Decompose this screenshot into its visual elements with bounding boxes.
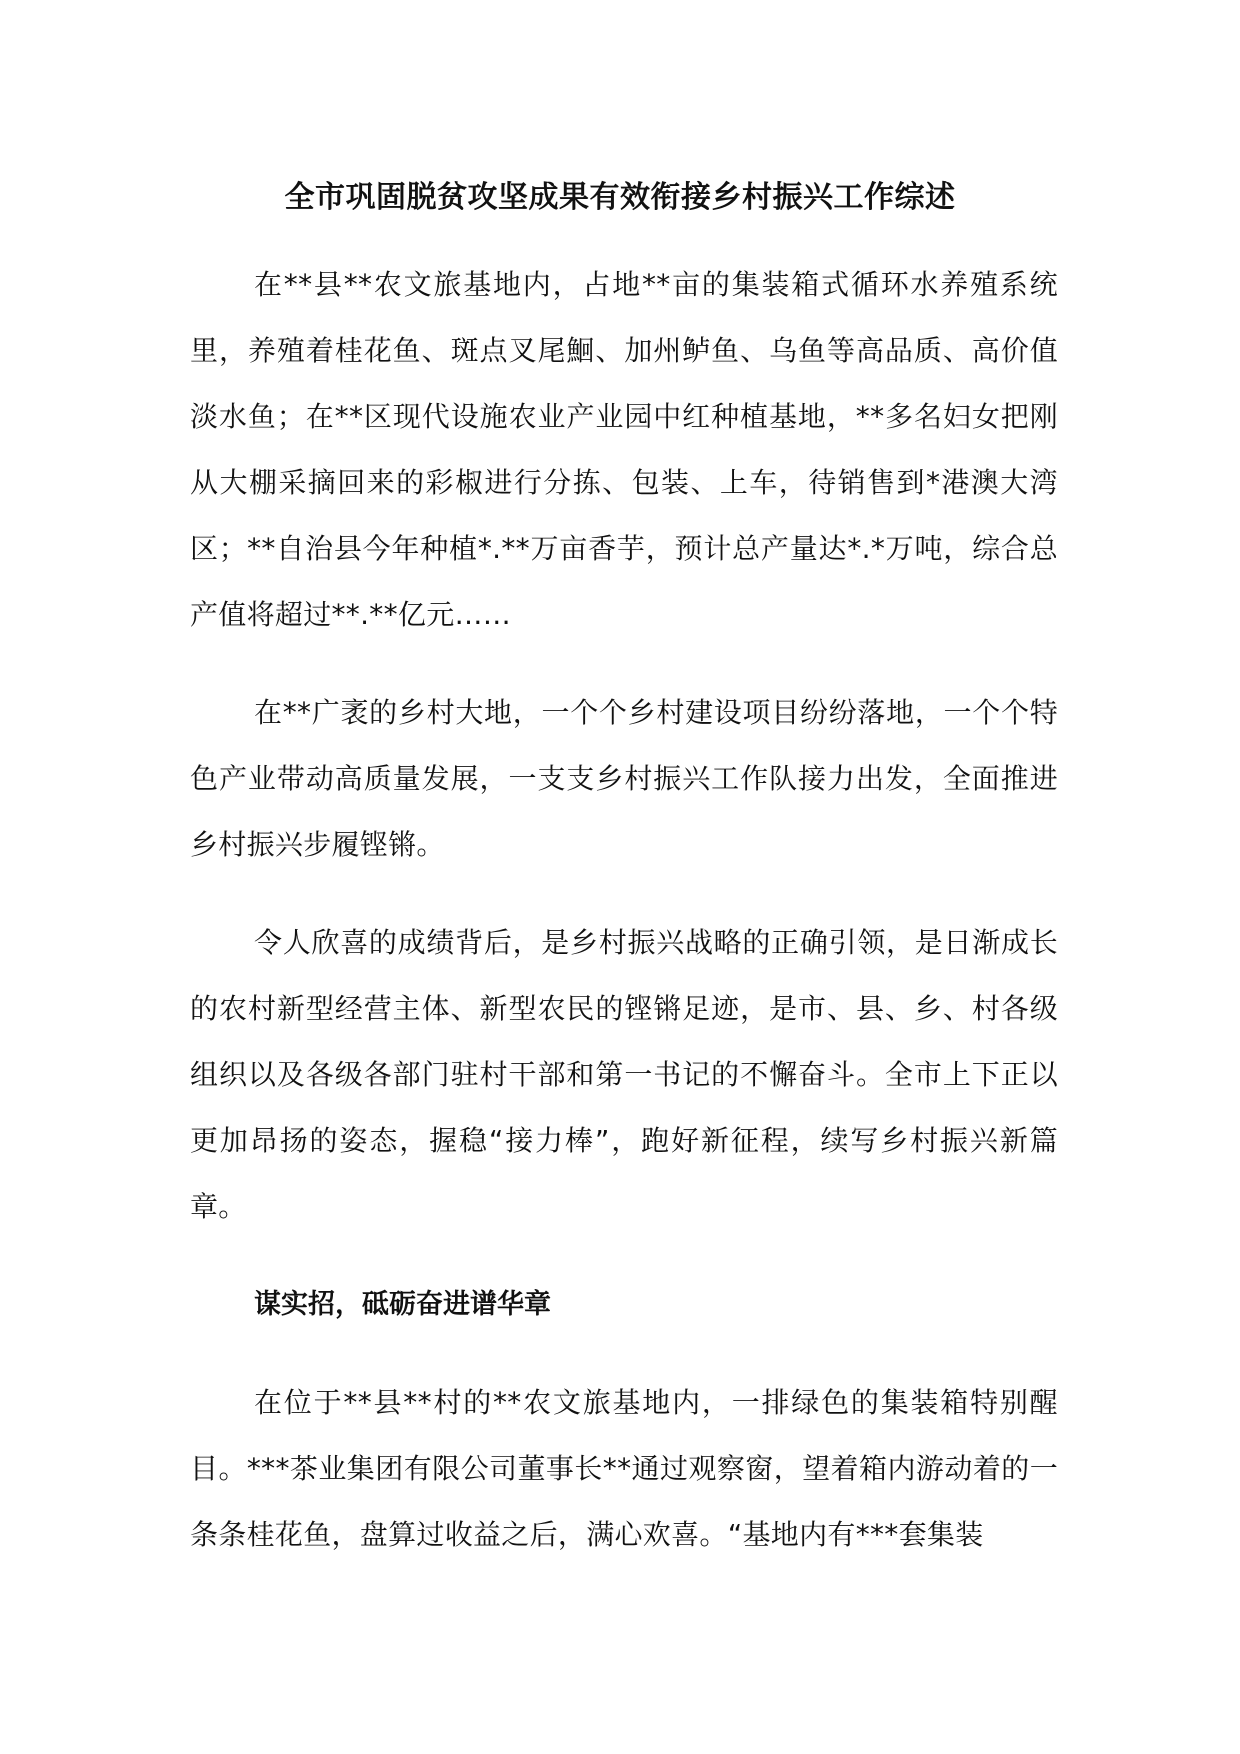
document-body [190,252,1058,1600]
body-paragraph: 令人欣喜的成绩背后，是乡村振兴战略的正确引领，是日渐成长的农村新型经营主体、新型农民的铿锵足迹，是市、县、乡、村各级组织以及各级各部门驻村干部和第一书记的不懈奋斗。全市上下正以更加昂扬的姿态，握稳“接力棒”，跑好新征程，续写乡村振兴新篇章。 [190,926,1058,1223]
document-title: 全市巩固脱贫攻坚成果有效衔接乡村振兴工作综述 [284,180,956,215]
body-paragraph: 在位于**县**村的**农文旅基地内，一排绿色的集装箱特别醒目。***茶业集团有限公司董事长**通过观察窗，望着箱内游动着的一条条桂花鱼，盘算过收益之后，满心欢喜。“基地内有***套集装 [190,1386,1058,1551]
section-heading: 谋实招，砥砺奋进谱华章 [254,1289,551,1320]
body-paragraph: 在**广袤的乡村大地，一个个乡村建设项目纷纷落地，一个个特色产业带动高质量发展，一支支乡村振兴工作队接力出发，全面推进乡村振兴步履铿锵。 [190,696,1058,861]
body-paragraph: 在**县**农文旅基地内，占地**亩的集装箱式循环水养殖系统里，养殖着桂花鱼、斑点叉尾鮰、加州鲈鱼、乌鱼等高品质、高价值淡水鱼；在**区现代设施农业产业园中红种植基地，**多名妇女把刚从大棚采摘回来的彩椒进行分拣、包装、上车，待销售到*港澳大湾区；**自治县今年种植*.**万亩香芋，预计总产量达*.*万吨，综合总产值将超过**.**亿元…… [190,268,1058,631]
